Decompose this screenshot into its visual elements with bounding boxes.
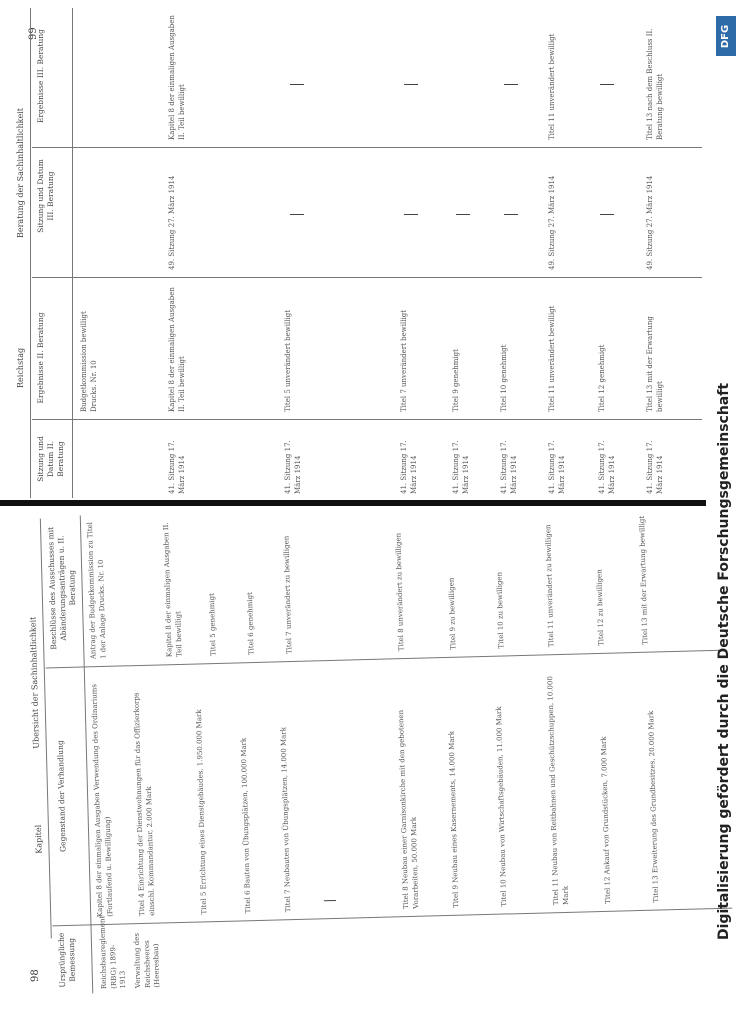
left-entry-decision: Titel 7 unverändert zu bewilligen — [282, 535, 294, 655]
left-entry-decision: Kapitel 8 der einmaligen Ausgaben II. Teil bewilligt — [161, 522, 183, 658]
right-entry-result: Titel 12 genehmigt — [598, 344, 606, 412]
left-entry-subject: Titel 5 Errichtung eines Dienstgebäudes, 1.950.000 Mark — [194, 709, 209, 915]
right-col-divider-2 — [32, 277, 702, 278]
dfg-logo-text: DFG — [720, 24, 732, 48]
left-col-head-2: Gegenstand der Verhandlung — [55, 740, 68, 852]
left-entry-decision: Titel 13 mit der Erwartung bewilligt — [637, 515, 650, 645]
left-entry-subject: Titel 12 Ankauf von Grundstücken, 7.000 Mark — [599, 736, 613, 904]
right-entry-result: Kapitel 8 der einmaligen Ausgaben II. Teil bewilligt — [168, 287, 186, 412]
left-entry-subject: Titel 9 Neubau eines Kasernements, 14.000 Mark — [447, 730, 461, 908]
right-entry-result: Titel 10 genehmigt — [500, 344, 508, 412]
right-header-rule — [30, 8, 31, 498]
left-entry-decision: Antrag der Budgetkommission zu Titel 1 der Anlage Drucks. Nr. 10 — [85, 521, 108, 660]
right-entry-session: 41. Sitzung 17. März 1914 — [646, 440, 664, 494]
right-column-rule — [72, 8, 73, 498]
left-entry-subject: Titel 8 Neubau einer Garnisonkirche mit den gebotenen Vorarbeiten, 50.000 Mark — [396, 709, 420, 910]
left-entry-subject: Titel 10 Neubau von Wirtschaftsgebäuden, 11.000 Mark — [494, 706, 509, 907]
right-col-divider-3 — [32, 147, 702, 148]
right-third-session: 49. Sitzung 27. März 1914 — [548, 175, 556, 270]
empty-dash — [504, 84, 518, 85]
right-entry-session: 41. Sitzung 17. März 1914 — [284, 440, 302, 494]
right-entry-result: Titel 13 mit der Erwartung bewilligt — [646, 316, 664, 412]
right-third-session: 49. Sitzung 27. März 1914 — [646, 175, 654, 270]
left-first-col-1: Reichsbaureglement (RBG) 1899-1913 — [98, 915, 128, 990]
right-entry-session: 41. Sitzung 17. März 1914 — [598, 440, 616, 494]
right-entry-session: 41. Sitzung 17. März 1914 — [452, 440, 470, 494]
left-first-col-2: Verwaltung des Reichsheeres (Heeresbau) — [132, 933, 162, 989]
left-page — [0, 495, 743, 1009]
empty-dash — [290, 214, 304, 215]
right-entry-result: Titel 11 unverändert bewilligt — [548, 305, 556, 412]
right-col-head-1: Sitzung und Datum II. Beratung — [36, 436, 65, 482]
margin-mark — [324, 900, 336, 901]
right-entry-session: 41. Sitzung 17. März 1914 — [500, 440, 518, 494]
page-number-left: 98 — [30, 969, 41, 982]
right-header-reichstag: Reichstag — [16, 347, 25, 388]
right-entry-result: Titel 9 genehmigt — [452, 349, 460, 412]
right-entry-result: Budgetkommission bewilligt Drucks. Nr. 10 — [80, 311, 98, 412]
left-entry-decision: Titel 8 unverändert zu bewilligen — [394, 532, 406, 652]
left-entry-subject: Kapitel 8 der einmaligen Ausgaben Verwendung des Ordinariums (Fortlaufend u. Bewilligung) — [90, 683, 114, 918]
left-entry-decision: Titel 11 unverändert zu bewilligen — [544, 524, 556, 648]
left-header-title: Ubersicht der Sachinhaltlichkeit — [28, 616, 41, 749]
left-header-kapitel: Kapitel — [33, 824, 44, 854]
right-col-head-4: Ergebnisse III. Beratung — [36, 29, 45, 123]
left-entry-subject: Titel 4 Einrichtung der Dienstwohnungen für das Offizierkorps einschl. Kommandantur, 2.000 Mark — [132, 692, 156, 917]
right-entry-session: 41. Sitzung 17. März 1914 — [400, 440, 418, 494]
left-entry-subject: Titel 6 Bauten von Übungsplätzen, 100.000 Mark — [239, 737, 253, 914]
right-entry-result: Titel 7 unverändert bewilligt — [400, 309, 408, 412]
right-col-head-3: Sitzung und Datum III. Beratung — [36, 159, 55, 233]
right-third-session: 49. Sitzung 27. März 1914 — [168, 175, 176, 270]
empty-dash — [404, 84, 418, 85]
left-entry-decision: Titel 6 genehmigt — [245, 592, 256, 656]
right-third-result: Titel 11 unverändert bewilligt — [548, 33, 556, 140]
empty-dash — [600, 84, 614, 85]
book-fold-shadow — [0, 500, 706, 506]
right-third-result: Titel 13 nach dem Beschluss II. Beratung bewilligt — [646, 28, 664, 140]
left-col-divider-2 — [46, 650, 726, 669]
empty-dash — [456, 214, 470, 215]
page-number-right: 99 — [28, 27, 39, 40]
left-col-head-1: Ursprüngliche Bemessung — [56, 932, 77, 988]
dfg-credit-strip — [706, 8, 742, 992]
right-entry-result: Titel 5 unverändert bewilligt — [284, 309, 292, 412]
right-entry-session: 41. Sitzung 17. März 1914 — [168, 440, 186, 494]
empty-dash — [600, 214, 614, 215]
left-entry-decision: Titel 9 zu bewilligen — [447, 577, 458, 650]
left-entry-subject: Titel 11 Neubau von Reitbahnen und Geschützschuppen, 10.000 Mark — [546, 676, 570, 906]
empty-dash — [290, 84, 304, 85]
left-entry-decision: Titel 5 genehmigt — [207, 593, 218, 657]
empty-dash — [404, 214, 418, 215]
left-entry-subject: Titel 13 Erweiterung des Grundbesitzes, 20.000 Mark — [647, 710, 661, 903]
right-col-divider-1 — [32, 419, 702, 420]
right-page — [0, 0, 706, 498]
left-entry-decision: Titel 10 zu bewilligen — [495, 571, 506, 649]
right-third-result: Kapitel 8 der einmaligen Ausgaben II. Teil bewilligt — [168, 15, 186, 140]
empty-dash — [504, 214, 518, 215]
left-col-head-3: Beschlüsse des Ausschusses mit Abänderungsanträgen u. II. Beratung — [46, 526, 78, 650]
left-entry-subject: Titel 7 Neubauten von Übungsplätzen, 14.000 Mark — [279, 726, 293, 913]
right-header-title: Beratung der Sachinhaltlichkeit — [16, 107, 25, 238]
right-col-head-2: Ergebnisse II. Beratung — [36, 312, 45, 404]
digitization-credit: Digitalisierung gefördert durch die Deutsche Forschungsgemeinschaft — [716, 382, 732, 940]
right-entry-session: 41. Sitzung 17. März 1914 — [548, 440, 566, 494]
left-entry-decision: Titel 12 zu bewilligen — [595, 569, 606, 647]
